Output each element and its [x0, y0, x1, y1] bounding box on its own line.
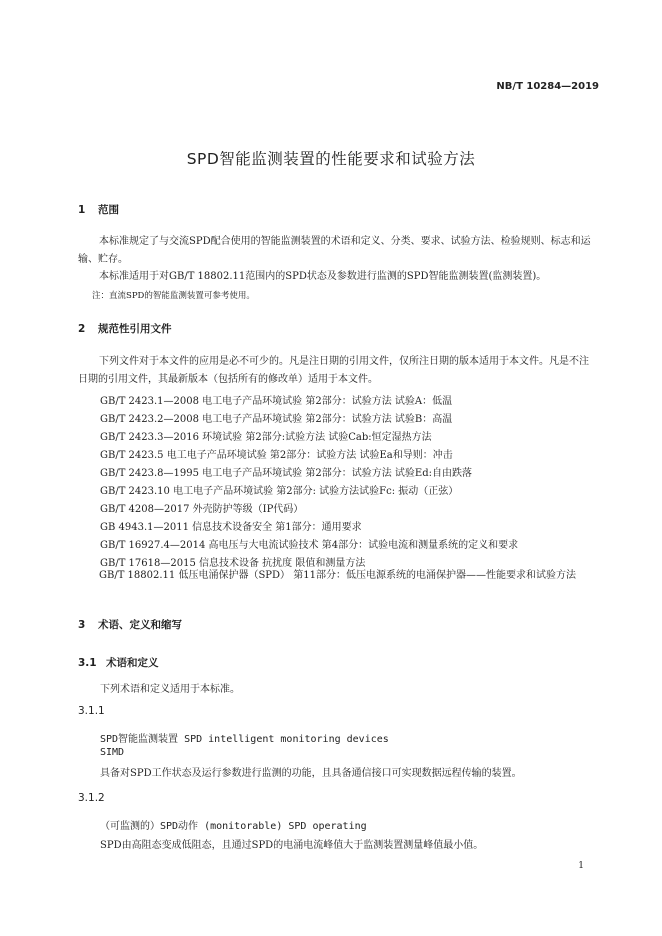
term-abbreviation: SIMD: [100, 747, 125, 758]
term-number: 3.1.1: [78, 705, 105, 717]
subsection-3-1-heading: [78, 655, 159, 670]
section-1-heading: [78, 202, 119, 217]
term-name: （可监测的）SPD动作 (monitorable) SPD operating: [100, 821, 367, 832]
page-number: 1: [578, 861, 584, 871]
term-number: 3.1.2: [78, 792, 105, 804]
reference-item: GB/T 16927.4—2014 高电压与大电流试验技术 第4部分：试验电流和测量系统的定义和要求: [100, 540, 519, 551]
section-number: 2: [78, 323, 86, 335]
section-number: 3: [78, 619, 86, 631]
section-title: 术语、定义和缩写: [98, 619, 182, 631]
references-intro: 下列文件对于本文件的应用是必不可少的。凡是注日期的引用文件，仅所注日期的版本适用于本文件。凡是不注日期的引用文件，其最新版本（包括所有的修改单）适用于本文件。: [78, 356, 589, 385]
reference-item-last: GB/T 18802.11 低压电涌保护器（SPD） 第11部分：低压电源系统的电涌保护器——性能要求和试验方法: [99, 570, 576, 581]
reference-item: GB/T 2423.5 电工电子产品环境试验 第2部分：试验方法 试验Ea和导则：冲击: [100, 450, 453, 461]
reference-item: GB/T 2423.8—1995 电工电子产品环境试验 第2部分：试验方法 试验Ed:自由跌落: [100, 468, 472, 479]
section-2-heading: [78, 321, 172, 336]
section-title: 规范性引用文件: [98, 323, 172, 335]
scope-note: 注：直流SPD的智能监测装置可参考使用。: [92, 291, 255, 301]
reference-item: GB/T 4208—2017 外壳防护等级（IP代码）: [100, 504, 304, 515]
section-title: 范围: [98, 204, 119, 216]
subsection-title: 术语和定义: [106, 657, 159, 669]
reference-item: GB/T 2423.1—2008 电工电子产品环境试验 第2部分：试验方法 试验A：低温: [100, 396, 453, 407]
document-title: SPD智能监测装置的性能要求和试验方法: [186, 150, 476, 168]
section-number: 1: [78, 204, 86, 216]
subsection-number: 3.1: [78, 657, 97, 669]
scope-paragraph-1: 本标准规定了与交流SPD配合使用的智能监测装置的术语和定义、分类、要求、试验方法、检验规则、标志和运输、贮存。: [78, 236, 591, 265]
reference-item: GB 4943.1—2011 信息技术设备安全 第1部分：通用要求: [100, 522, 362, 533]
reference-item: GB/T 17618—2015 信息技术设备 抗扰度 限值和测量方法: [100, 558, 366, 569]
reference-item: GB/T 2423.3—2016 环境试验 第2部分:试验方法 试验Cab:恒定湿热方法: [100, 432, 432, 443]
reference-item: GB/T 2423.2—2008 电工电子产品环境试验 第2部分：试验方法 试验B：高温: [100, 414, 453, 425]
term-definition: 具备对SPD工作状态及运行参数进行监测的功能，且具备通信接口可实现数据远程传输的装置。: [100, 768, 522, 779]
terms-intro: 下列术语和定义适用于本标准。: [100, 684, 240, 695]
scope-paragraph-2: 本标准适用于对GB/T 18802.11范围内的SPD状态及参数进行监测的SPD智能监测装置(监测装置)。: [99, 271, 547, 282]
section-3-heading: [78, 617, 182, 632]
term-name: SPD智能监测装置 SPD intelligent monitoring devices: [100, 734, 389, 745]
reference-item: GB/T 2423.10 电工电子产品环境试验 第2部分: 试验方法试验Fc: 振动（正弦）: [100, 486, 459, 497]
term-definition: SPD由高阻态变成低阻态，且通过SPD的电涌电流峰值大于监测装置测量峰值最小值。: [100, 840, 484, 851]
standard-number: NB/T 10284—2019: [496, 81, 599, 92]
